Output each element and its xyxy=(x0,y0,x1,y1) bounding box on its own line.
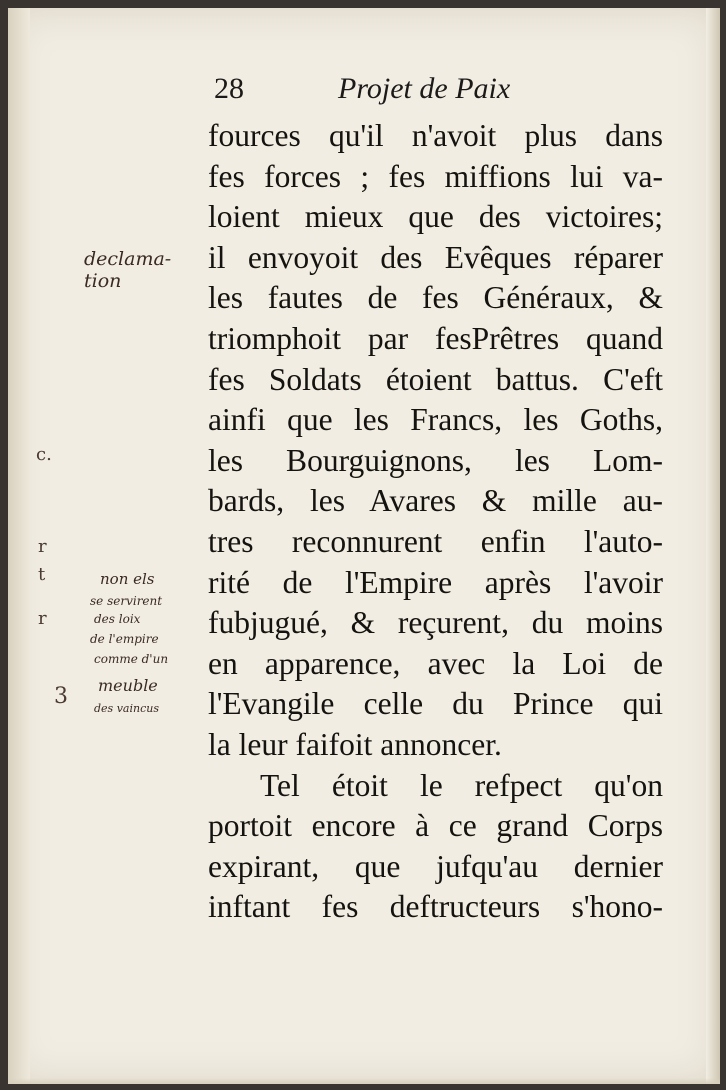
margin-mark: r xyxy=(38,608,47,629)
text-line: fources qu'il n'avoit plus dans xyxy=(208,118,663,153)
running-title: Projet de Paix xyxy=(338,72,511,105)
text-line-paragraph-start: Tel étoit le refpect qu'on xyxy=(260,767,663,803)
text-line: les Bourguignons, les Lom- xyxy=(208,442,663,478)
margin-note: des vaincus xyxy=(94,702,159,715)
text-line: tres reconnurent enfin l'auto- xyxy=(208,523,663,559)
margin-note: se servirent xyxy=(90,594,163,608)
text-line: en apparence, avec la Loi de xyxy=(208,645,663,681)
book-page xyxy=(8,8,720,1084)
margin-note: non els xyxy=(100,570,155,588)
margin-note: declama- xyxy=(84,248,172,270)
margin-mark: 3 xyxy=(54,684,68,709)
text-line: il envoyoit des Evêques réparer xyxy=(208,239,663,275)
page-edge xyxy=(706,8,720,1084)
margin-note: meuble xyxy=(98,676,158,695)
margin-mark: r xyxy=(38,536,47,557)
margin-note: de l'empire xyxy=(90,632,159,646)
text-line: expirant, que jufqu'au dernier xyxy=(208,848,663,884)
text-line: les fautes de fes Généraux, & xyxy=(208,280,663,316)
text-line: l'Evangile celle du Prince qui xyxy=(208,686,663,722)
text-line: ainfi que les Francs, les Goths, xyxy=(208,402,663,438)
text-line: fubjugué, & reçurent, du moins xyxy=(208,605,663,641)
margin-mark: t xyxy=(38,564,46,585)
margin-note: des loix xyxy=(94,612,141,626)
page-header xyxy=(214,72,574,112)
text-line: loient mieux que des victoires; xyxy=(208,199,663,235)
margin-note: tion xyxy=(84,270,122,292)
text-line: portoit encore à ce grand Corps xyxy=(208,808,663,844)
text-line: bards, les Avares & mille au- xyxy=(208,483,663,519)
text-line: rité de l'Empire après l'avoir xyxy=(208,564,663,600)
binding-gutter xyxy=(8,8,30,1084)
text-line: la leur faifoit annoncer. xyxy=(208,726,502,762)
text-line: triomphoit par fesPrêtres quand xyxy=(208,320,663,356)
body-text xyxy=(208,116,663,928)
text-line: fes Soldats étoient battus. C'eft xyxy=(208,361,663,397)
page-number: 28 xyxy=(214,72,244,105)
text-line: inftant fes deftructeurs s'hono- xyxy=(208,889,663,925)
margin-mark: c. xyxy=(36,444,52,465)
margin-note: comme d'un xyxy=(94,652,169,666)
page-shadow xyxy=(8,1078,720,1084)
text-line: fes forces ; fes miffions lui va- xyxy=(208,158,663,194)
